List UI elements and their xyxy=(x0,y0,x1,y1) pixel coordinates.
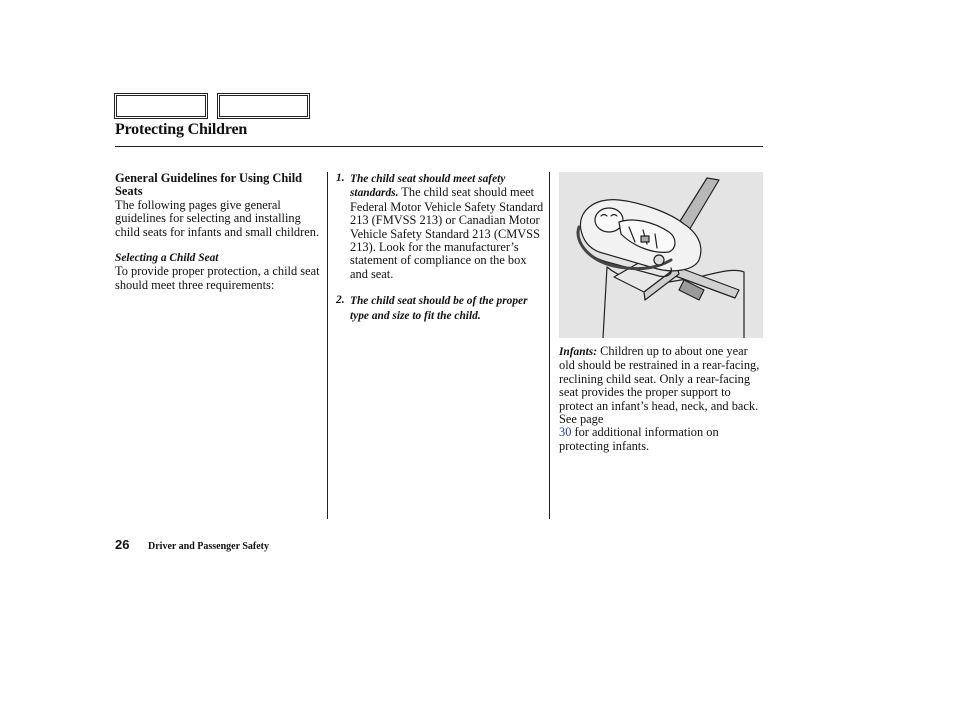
infants-lead: Infants: xyxy=(559,346,597,358)
page-title: Protecting Children xyxy=(115,121,248,138)
section-footer: Driver and Passenger Safety xyxy=(148,541,270,552)
infants-text: Children up to about one year old should be restrained in a rear-facing, reclining child seat. Only a rear-facing seat provides the proper support to protect an infant’s head, neck, and back. See page xyxy=(559,344,760,427)
column-requirements xyxy=(336,172,546,323)
item-body xyxy=(350,294,546,323)
column-divider-1 xyxy=(327,172,328,519)
item-lead: The child seat should meet safety standards. xyxy=(350,173,506,200)
rear-facing-infant-seat-illustration xyxy=(559,172,763,338)
nav-tab-box-1[interactable] xyxy=(114,93,208,119)
section-heading: General Guidelines for Using Child Seats xyxy=(115,171,303,199)
page-30-link[interactable]: 30 xyxy=(559,425,572,440)
column-guidelines xyxy=(115,172,323,292)
infants-text-after: for additional information on protecting infants. xyxy=(559,425,719,453)
intro-paragraph: The following pages give general guidelines for selecting and installing child seats for infants and small children. xyxy=(115,197,320,239)
item-number: 2. xyxy=(336,294,345,307)
item-body xyxy=(350,172,546,281)
item-number: 1. xyxy=(336,172,345,184)
column-divider-2 xyxy=(549,172,550,519)
requirements-paragraph: To provide proper protection, a child seat should meet three requirements: xyxy=(115,264,320,292)
requirement-item-2 xyxy=(336,294,546,323)
nav-tab-box-2[interactable] xyxy=(217,93,310,119)
subheading-selecting: Selecting a Child Seat xyxy=(115,252,219,265)
requirement-item-1 xyxy=(336,172,546,281)
title-rule xyxy=(115,146,763,147)
page-number: 26 xyxy=(115,537,130,552)
column-infants xyxy=(559,345,765,453)
item-lead: The child seat should be of the proper type and size to fit the child. xyxy=(350,295,528,322)
item-text: The child seat should meet Federal Motor Vehicle Safety Standard 213 (FMVSS 213) or Canadian Motor Vehicle Safety Standard 213 (CMVSS 213). Look for the manufacturer’s statement of compliance on the box and seat. xyxy=(350,185,544,281)
